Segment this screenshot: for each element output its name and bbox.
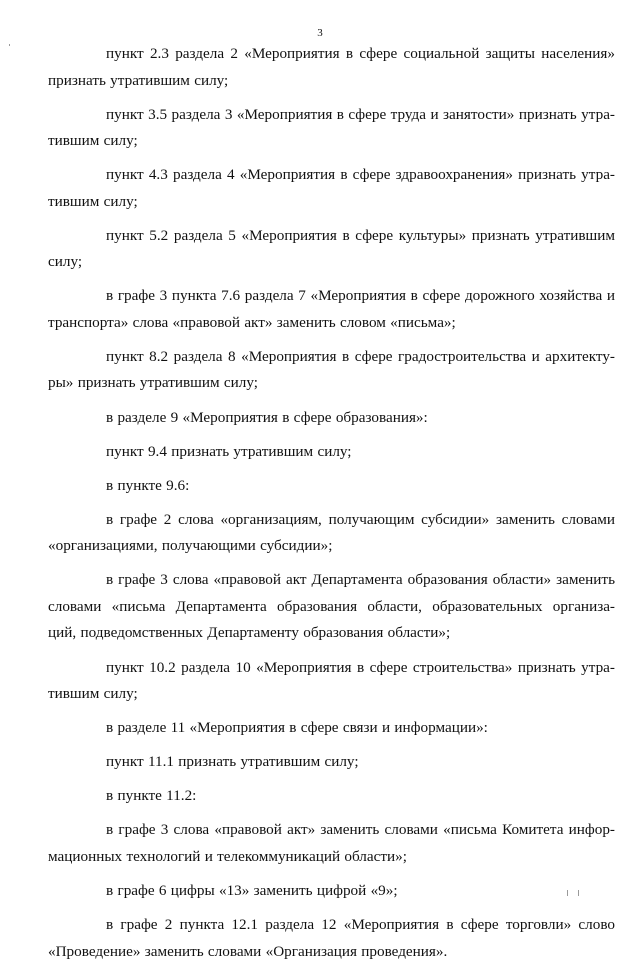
paragraph-line: в пункте 11.2: [106,787,197,805]
paragraph [48,817,615,870]
paragraph [48,507,615,560]
document-body [48,41,615,973]
page-number: 3 [317,27,323,39]
paragraph-line: признать утратившим силу; [48,71,229,89]
paragraph [77,405,615,432]
scan-mark [578,890,579,896]
paragraph [77,749,615,776]
paragraph [48,344,615,397]
paragraph-line: в графе 2 слова «организациям, получающим субсидии» заменить словами [106,510,615,528]
paragraph-line: в графе 3 пункта 7.6 раздела 7 «Мероприятия в сфере дорожного хозяйства и [106,287,615,305]
paragraph-line: ры» признать утратившим силу; [48,374,258,392]
paragraph [48,283,615,336]
paragraph [77,715,615,742]
paragraph [48,655,615,708]
paragraph [77,473,615,500]
paragraph [48,567,615,647]
paragraph-line: ций, подведомственных Департаменту образования области»; [48,624,451,642]
paragraph-line: пункт 9.4 признать утратившим силу; [106,442,352,460]
paragraph [48,102,615,155]
paragraph-line: тившим силу; [48,192,138,210]
paragraph-line: в разделе 11 «Мероприятия в сфере связи и информации»: [106,719,488,737]
paragraph-line: транспорта» слова «правовой акт» заменить словом «письма»; [48,313,456,331]
paragraph-line: «организациями, получающими субсидии»; [48,537,333,555]
paragraph-line: словами «письма Департамента образования области, образовательных организа- [48,597,615,615]
paragraph [48,223,615,276]
paragraph-line: в графе 3 слова «правовой акт Департамента образования области» заменить [106,571,615,589]
paragraph [48,162,615,215]
paragraph-line: в разделе 9 «Мероприятия в сфере образования»: [106,408,428,426]
paragraph-line: пункт 4.3 раздела 4 «Мероприятия в сфере здравоохранения» признать утра- [106,166,615,184]
paragraph-line: пункт 2.3 раздела 2 «Мероприятия в сфере социальной защиты населения» [106,45,615,62]
paragraph-line: силу; [48,253,83,271]
paragraph-line: пункт 5.2 раздела 5 «Мероприятия в сфере культуры» признать утратившим [106,226,615,244]
paragraph-line: в графе 3 слова «правовой акт» заменить словами «письма Комитета инфор- [106,821,615,839]
paragraph-line: в графе 2 пункта 12.1 раздела 12 «Мероприятия в сфере торговли» слово [106,916,615,934]
paragraph-line: пункт 11.1 признать утратившим силу; [106,753,359,771]
paragraph [77,878,615,905]
paragraph [77,783,615,810]
paragraph-line: мационных технологий и телекоммуникаций области»; [48,847,407,865]
paragraph-line: «Проведение» заменить словами «Организация проведения». [48,942,448,960]
scan-mark [567,890,568,896]
paragraph-line: в пункте 9.6: [106,476,190,494]
scan-mark [9,44,10,46]
paragraph [77,439,615,466]
paragraph-line: пункт 10.2 раздела 10 «Мероприятия в сфере строительства» признать утра- [106,658,615,676]
paragraph-line: пункт 8.2 раздела 8 «Мероприятия в сфере градостроительства и архитекту- [106,347,615,365]
paragraph [48,41,615,94]
paragraph-line: тившим силу; [48,132,138,150]
paragraph-line: в графе 6 цифры «13» заменить цифрой «9»; [106,882,398,899]
paragraph-line: тившим силу; [48,685,138,703]
paragraph-line: пункт 3.5 раздела 3 «Мероприятия в сфере труда и занятости» признать утра- [106,105,615,123]
paragraph [48,912,615,965]
